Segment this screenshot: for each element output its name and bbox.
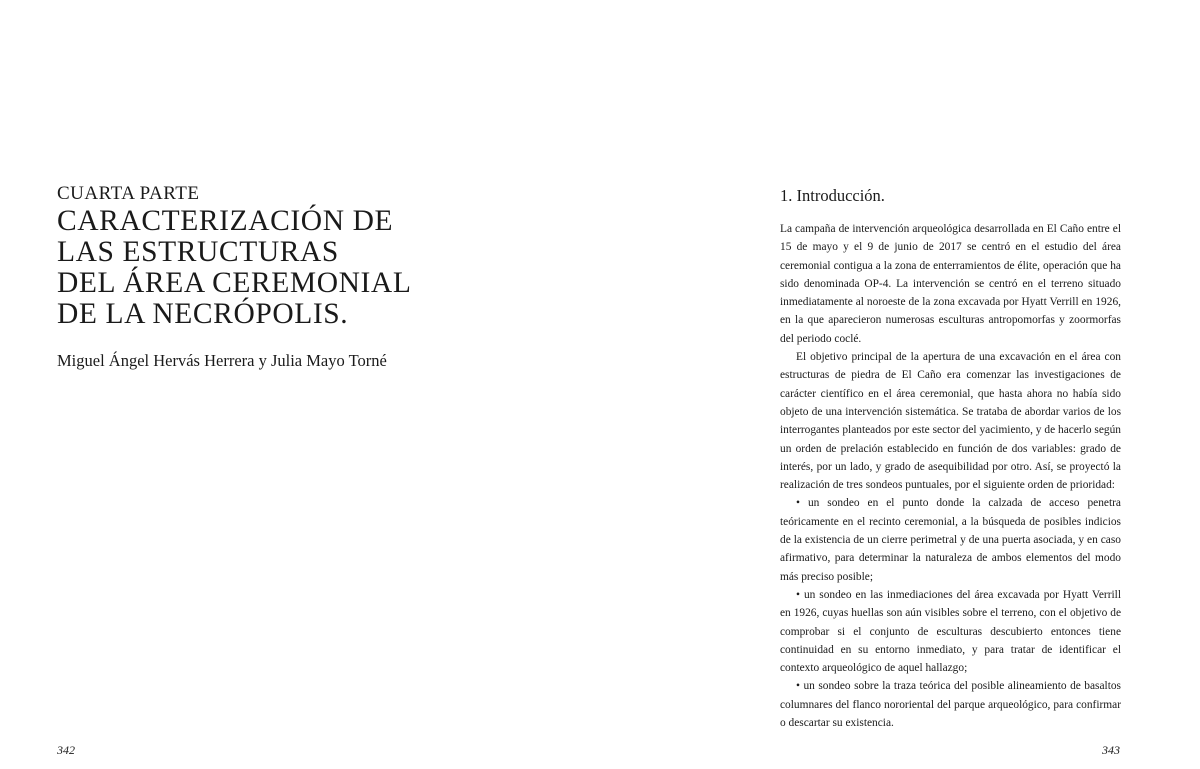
paragraph: El objetivo principal de la apertura de una excavación en el área con estructuras de piedra de El Caño era comenzar las investigaciones de carácter científico en el área ceremonial, que hasta ahora no había sido objeto de una intervención sistemática. Se trataba de abordar varios de los interrogantes planteados por este sector del yacimiento, y de hacerlo según un orden de prelación establecido en función de dos variables: grado de interés, por un lado, y grado de asequibilidad por otro. Así, se proyectó la realización de tres sondeos puntuales, por el siguiente orden de prioridad: [780,351,1121,492]
chapter-title-line: DEL ÁREA CEREMONIAL [57,267,412,299]
chapter-title-line: LAS ESTRUCTURAS [57,236,339,268]
chapter-title-line: CARACTERIZACIÓN DE [57,205,394,237]
chapter-title [57,206,577,330]
paragraph: La campaña de intervención arqueológica desarrollada en El Caño entre el 15 de mayo y el 9 de junio de 2017 se centró en el estudio del área ceremonial contigua a la zona de enterramientos de élite, operación que ha sido denominada OP-4. La intervención se centró en el terreno situado inmediatamente al noroeste de la zona excavada por Hyatt Verrill en 1926, en la que aparecieron numerosas esculturas antropomorfas y zoormorfas del periodo coclé. [780,223,1121,345]
chapter-title-line: DE LA NECRÓPOLIS. [57,298,349,330]
authors-line: Miguel Ángel Hervás Herrera y Julia Mayo Torné [57,351,387,370]
body-text [780,220,1121,732]
page-number-left: 342 [57,743,75,757]
bullet-item: • un sondeo en el punto donde la calzada de acceso penetra teóricamente en el recinto ceremonial, a la búsqueda de posibles indicios de la existencia de un cierre perimetral y de una puerta asociada, y en caso afirmativo, para determinar la naturaleza de ambos elementos del modo más preciso posible; [780,497,1121,583]
page-number-right: 343 [1102,743,1120,757]
bullet-item: • un sondeo en las inmediaciones del área excavada por Hyatt Verrill en 1926, cuyas huellas son aún visibles sobre el terreno, con el objetivo de comprobar si el conjunto de esculturas descubierto entonces tiene continuidad en su entorno inmediato, y para tratar de identificar el contexto arqueológico de aquel hallazgo; [780,588,1121,675]
part-label: CUARTA PARTE [57,183,200,204]
bullet-item: • un sondeo sobre la traza teórica del posible alineamiento de basaltos columnares del flanco nororiental del parque arqueológico, para confirmar o descartar su existencia. [780,680,1121,730]
section-heading: 1. Introducción. [780,186,885,205]
